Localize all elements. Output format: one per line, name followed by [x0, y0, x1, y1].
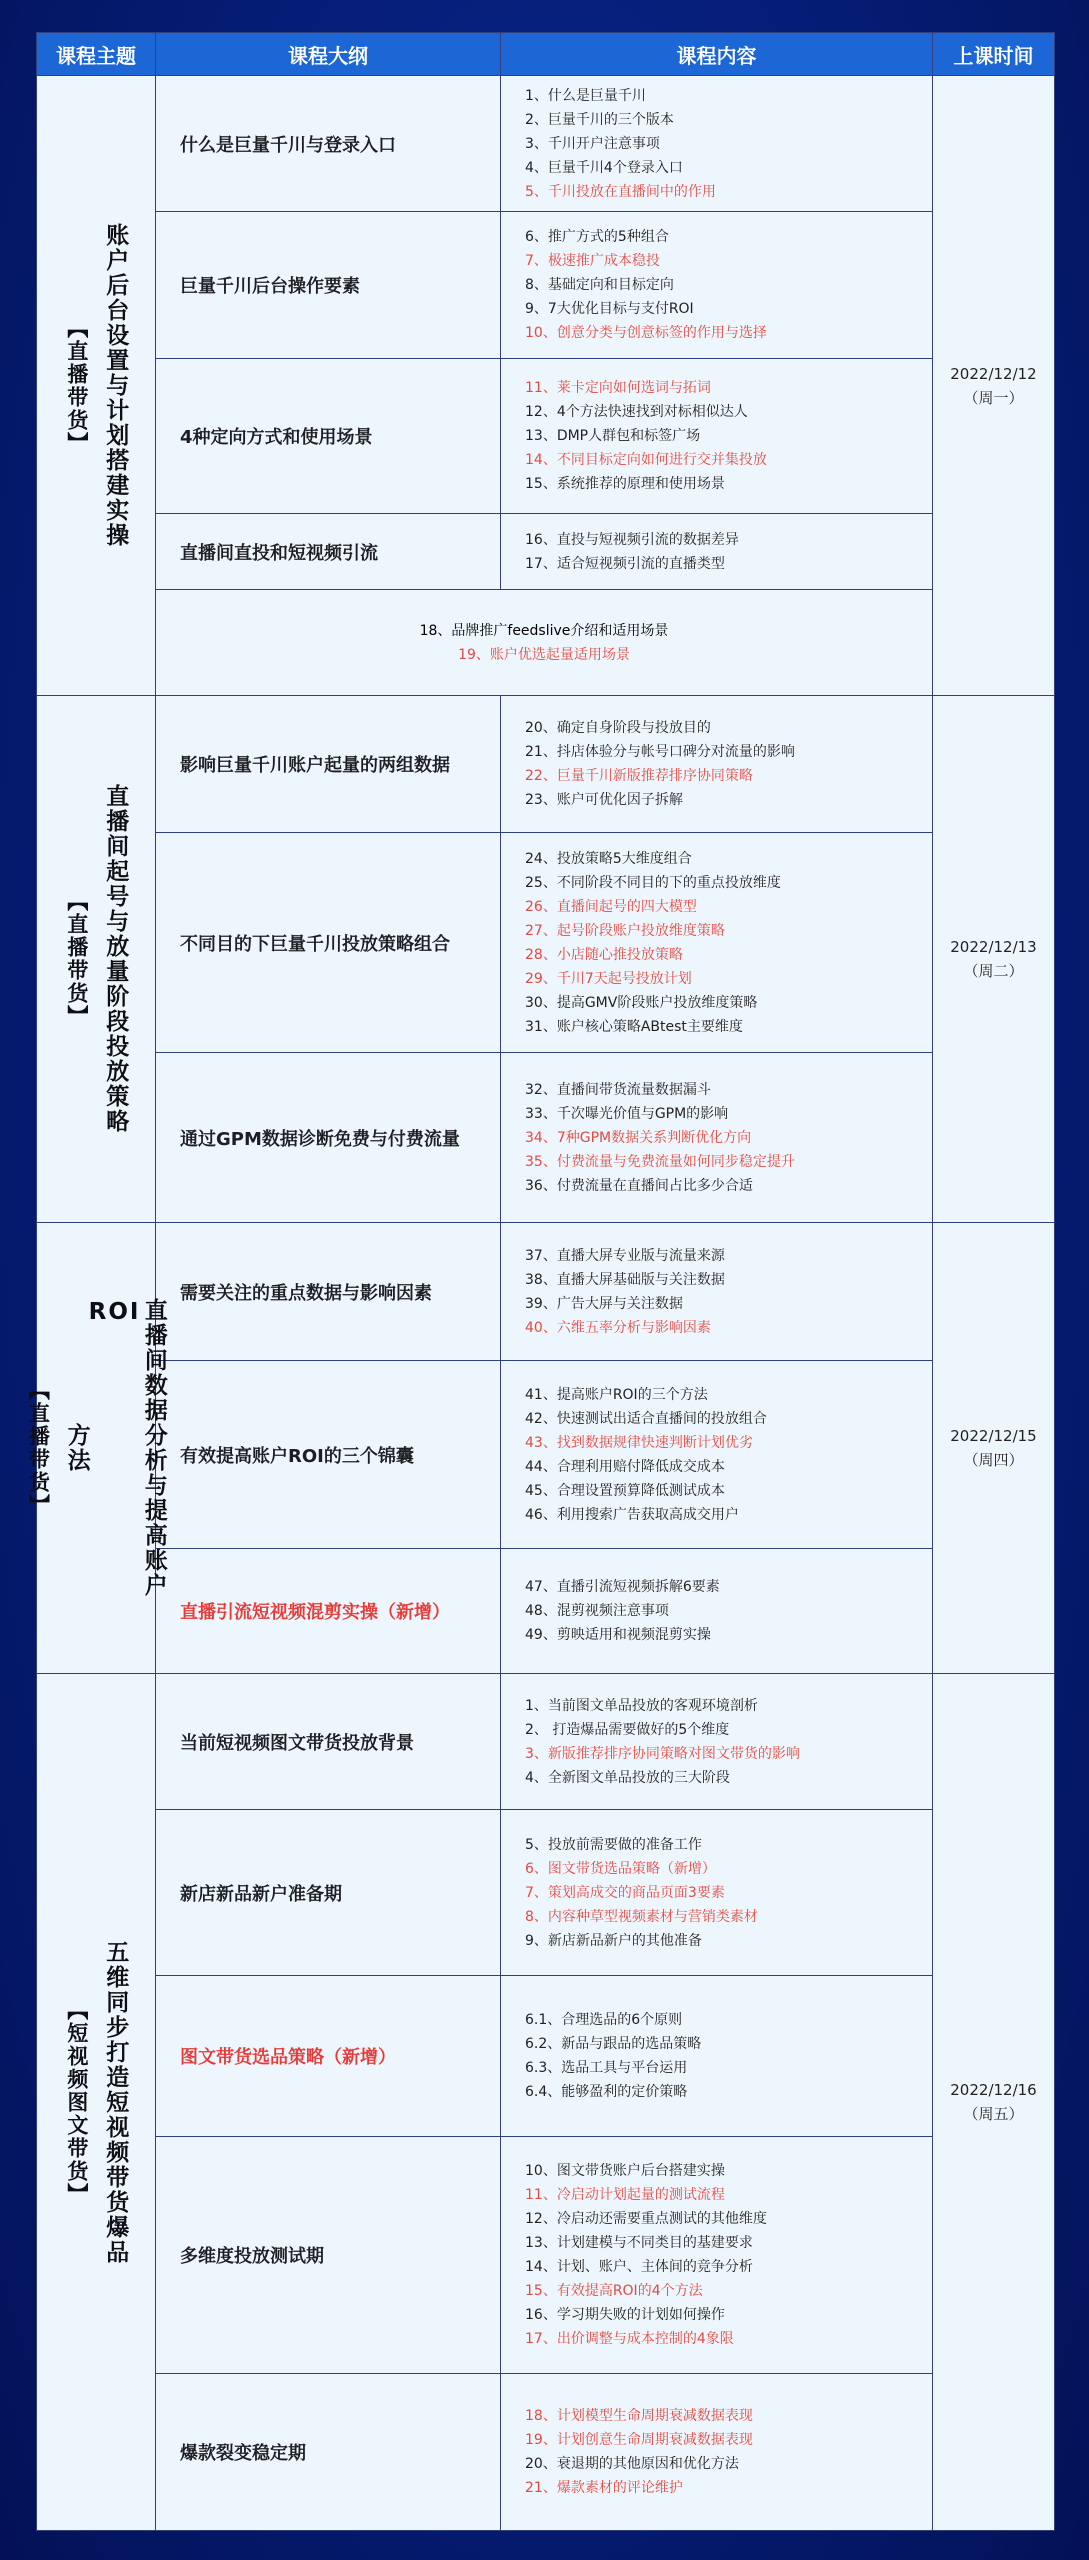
section-theme-cell: [26, 1223, 167, 1674]
section-theme-title: [102, 223, 127, 548]
section-theme-group: [37, 223, 155, 548]
section-tag: 【直播带货】: [64, 316, 89, 455]
content-item: 22、巨量千川新版推荐排序协同策略: [525, 768, 753, 784]
section-theme-text: 账户后台设置与计划搭建实操: [102, 223, 129, 548]
outline-cell: 什么是巨量千川与登录入口: [156, 76, 501, 212]
content-item: 11、冷启动计划起量的测试流程: [525, 2187, 725, 2203]
content-item: 14、不同目标定向如何进行交并集投放: [525, 452, 767, 468]
section-theme-text: 直播间数据分析与提高账户: [140, 1298, 167, 1598]
content-item: 5、投放前需要做的准备工作: [525, 1836, 702, 1853]
content-item: 20、确定自身阶段与投放目的: [525, 720, 711, 736]
header-row: [37, 33, 1055, 76]
content-cell: [501, 212, 933, 359]
course-row: [37, 359, 1055, 514]
content-item: 9、新店新品新户的其他准备: [525, 1932, 702, 1949]
section-theme-text: 五维同步打造短视频带货爆品: [102, 1939, 129, 2265]
content-cell: [501, 1223, 933, 1361]
outline-cell: 4种定向方式和使用场景: [156, 359, 501, 514]
course-row: [37, 1810, 1055, 1976]
content-cell: [501, 2374, 933, 2531]
content-item: 21、抖店体验分与帐号口碑分对流量的影响: [525, 744, 795, 760]
content-item: 44、合理利用赔付降低成交成本: [525, 1458, 725, 1475]
course-row: [37, 514, 1055, 590]
content-item: 29、千川7天起号投放计划: [525, 970, 692, 987]
content-item: 18、计划模型生命周期衰减数据表现: [525, 2408, 753, 2424]
content-item: 12、4个方法快速找到对标相似达人: [525, 404, 748, 420]
content-item: 6.1、合理选品的6个原则: [525, 2012, 683, 2028]
section-theme-group: [37, 1940, 155, 2265]
content-item: 26、直播间起号的四大模型: [525, 898, 697, 915]
outline-cell: 直播间直投和短视频引流: [156, 514, 501, 590]
outline-cell: 需要关注的重点数据与影响因素: [156, 1223, 501, 1361]
course-row: [37, 1976, 1055, 2137]
course-row: [37, 833, 1055, 1053]
section-theme-group: [26, 1298, 167, 1598]
class-weekday: （周二）: [963, 962, 1024, 980]
content-item: 27、起号阶段账户投放维度策略: [525, 922, 725, 939]
outline-cell: 直播引流短视频混剪实操（新增）: [156, 1549, 501, 1674]
content-cell: [501, 2137, 933, 2374]
content-item: 46、利用搜索广告获取高成交用户: [525, 1506, 739, 1523]
content-item: 13、计划建模与不同类目的基建要求: [525, 2235, 753, 2251]
content-item: 37、直播大屏专业版与流量来源: [525, 1247, 725, 1264]
outline-cell: 巨量千川后台操作要素: [156, 212, 501, 359]
course-row: [37, 1674, 1055, 1810]
content-item: 19、账户优选起量适用场景: [458, 646, 630, 663]
class-time-cell: [933, 76, 1055, 696]
outline-cell: 有效提高账户ROI的三个锦囊: [156, 1361, 501, 1549]
content-cell: [501, 1361, 933, 1549]
course-row: [37, 2374, 1055, 2531]
content-cell: [501, 1976, 933, 2137]
section-theme-text: 直播间起号与放量阶段投放策略: [102, 784, 129, 1134]
content-item: 41、提高账户ROI的三个方法: [525, 1386, 708, 1403]
content-item: 18、品牌推广feedslive介绍和适用场景: [419, 622, 669, 639]
content-item: 10、图文带货账户后台搭建实操: [525, 2163, 725, 2179]
content-item: 17、出价调整与成本控制的4象限: [525, 2331, 734, 2347]
content-item: 8、内容种草型视频素材与营销类素材: [525, 1908, 758, 1925]
outline-cell: 新店新品新户准备期: [156, 1810, 501, 1976]
content-item: 9、7大优化目标与支付ROI: [525, 301, 694, 317]
class-time-cell: [933, 1674, 1055, 2531]
section-theme-group: [37, 784, 155, 1134]
content-item: 32、直播间带货流量数据漏斗: [525, 1081, 711, 1098]
course-row: [37, 76, 1055, 212]
course-row: [37, 212, 1055, 359]
section-theme-latin: ROI: [88, 1299, 141, 1325]
content-cell: [501, 696, 933, 833]
course-row: [37, 1223, 1055, 1361]
outline-cell: 爆款裂变稳定期: [156, 2374, 501, 2531]
content-item: 7、极速推广成本稳投: [525, 253, 660, 269]
content-item: 3、新版推荐排序协同策略对图文带货的影响: [525, 1745, 800, 1762]
section-tag: 【直播带货】: [64, 890, 89, 1028]
content-item: 1、什么是巨量千川: [525, 87, 646, 104]
section-tag: 【直播带货】: [26, 1379, 51, 1517]
class-time-cell: [933, 1223, 1055, 1674]
header-theme: 课程主题: [37, 33, 156, 76]
class-weekday: （周四）: [963, 1451, 1024, 1469]
content-item: 20、衰退期的其他原因和优化方法: [525, 2456, 739, 2472]
content-cell: [501, 514, 933, 590]
content-item: 2、 打造爆品需要做好的5个维度: [525, 1721, 730, 1738]
outline-cell: 图文带货选品策略（新增）: [156, 1976, 501, 2137]
content-item: 21、爆款素材的评论维护: [525, 2480, 683, 2496]
content-item: 8、基础定向和目标定向: [525, 277, 674, 293]
content-item: 16、学习期失败的计划如何操作: [525, 2307, 725, 2323]
content-cell: [501, 1810, 933, 1976]
class-weekday: （周五）: [963, 2105, 1024, 2123]
class-date: 2022/12/15: [950, 1427, 1037, 1445]
outline-cell: 不同目的下巨量千川投放策略组合: [156, 833, 501, 1053]
content-item: 23、账户可优化因子拆解: [525, 792, 683, 808]
class-date: 2022/12/12: [950, 364, 1037, 383]
content-item: 36、付费流量在直播间占比多少合适: [525, 1177, 753, 1194]
content-item: 48、混剪视频注意事项: [525, 1603, 669, 1619]
class-date: 2022/12/13: [950, 938, 1037, 956]
outline-cell: 影响巨量千川账户起量的两组数据: [156, 696, 501, 833]
content-item: 13、DMP人群包和标签广场: [525, 428, 701, 444]
content-item: 10、创意分类与创意标签的作用与选择: [525, 325, 767, 341]
content-item: 4、全新图文单品投放的三大阶段: [525, 1769, 730, 1786]
content-item: 6、推广方式的5种组合: [525, 229, 669, 245]
class-date: 2022/12/16: [950, 2081, 1037, 2099]
content-item: 1、当前图文单品投放的客观环境剖析: [525, 1697, 758, 1714]
content-cell: [501, 76, 933, 212]
outline-cell: 通过GPM数据诊断免费与付费流量: [156, 1053, 501, 1223]
course-row: [37, 696, 1055, 833]
content-item: 16、直投与短视频引流的数据差异: [525, 531, 739, 548]
header-outline: 课程大纲: [156, 33, 501, 76]
header-time: 上课时间: [933, 33, 1055, 76]
content-item: 17、适合短视频引流的直播类型: [525, 555, 725, 572]
content-item: 6、图文带货选品策略（新增）: [525, 1860, 716, 1877]
content-item: 15、系统推荐的原理和使用场景: [525, 476, 725, 492]
content-cell: [501, 1549, 933, 1674]
content-item: 24、投放策略5大维度组合: [525, 850, 692, 867]
course-row: [37, 2137, 1055, 2374]
course-schedule-table: [26, 32, 1055, 2531]
content-item: 14、计划、账户、主体间的竞争分析: [525, 2259, 753, 2275]
section-theme-title: [102, 1940, 127, 2265]
course-row: [37, 1361, 1055, 1549]
content-item: 40、六维五率分析与影响因素: [525, 1319, 711, 1336]
content-item: 12、冷启动还需要重点测试的其他维度: [525, 2211, 767, 2227]
class-weekday: （周一）: [963, 388, 1024, 407]
content-item: 4、巨量千川4个登录入口: [525, 159, 683, 176]
section-theme-cell: [37, 76, 156, 696]
content-item: 42、快速测试出适合直播间的投放组合: [525, 1410, 767, 1427]
content-item: 38、直播大屏基础版与关注数据: [525, 1271, 725, 1288]
content-item: 30、提高GMV阶段账户投放维度策略: [525, 994, 758, 1011]
content-item: 45、合理设置预算降低测试成本: [525, 1482, 725, 1499]
header-content: 课程内容: [501, 33, 933, 76]
content-item: 49、剪映适用和视频混剪实操: [525, 1627, 711, 1643]
course-row: [37, 1053, 1055, 1223]
content-item: 11、莱卡定向如何选词与拓词: [525, 380, 711, 396]
content-item: 47、直播引流短视频拆解6要素: [525, 1579, 720, 1595]
section-theme-title: [63, 1298, 165, 1598]
content-item: 6.4、能够盈利的定价策略: [525, 2084, 688, 2100]
section-theme-cell: [37, 696, 156, 1223]
content-item: 28、小店随心推投放策略: [525, 946, 683, 963]
content-item: 25、不同阶段不同目的下的重点投放维度: [525, 874, 781, 891]
section-theme-cell: [37, 1674, 156, 2531]
course-row: [37, 1549, 1055, 1674]
content-item: 31、账户核心策略ABtest主要维度: [525, 1018, 743, 1035]
section-theme-tail: 方法: [63, 1423, 90, 1473]
class-time-cell: [933, 696, 1055, 1223]
content-cell: [501, 359, 933, 514]
content-item: 39、广告大屏与关注数据: [525, 1295, 683, 1312]
content-item: 15、有效提高ROI的4个方法: [525, 2283, 703, 2299]
content-item: 2、巨量千川的三个版本: [525, 111, 674, 128]
content-item: 3、千川开户注意事项: [525, 135, 660, 152]
content-item: 7、策划高成交的商品页面3要素: [525, 1884, 725, 1901]
course-row-wide: [37, 590, 1055, 696]
content-item: 43、找到数据规律快速判断计划优劣: [525, 1434, 753, 1451]
content-cell: [501, 833, 933, 1053]
content-item: 6.3、选品工具与平台运用: [525, 2060, 688, 2076]
content-item: 34、7种GPM数据关系判断优化方向: [525, 1129, 752, 1146]
section-tag: 【短视频图文带货】: [64, 1998, 89, 2206]
content-cell: [501, 1053, 933, 1223]
content-item: 33、千次曝光价值与GPM的影响: [525, 1105, 729, 1122]
content-item: 19、计划创意生命周期衰减数据表现: [525, 2432, 753, 2448]
section-theme-title: [102, 784, 127, 1134]
outline-cell: 当前短视频图文带货投放背景: [156, 1674, 501, 1810]
outline-cell: 多维度投放测试期: [156, 2137, 501, 2374]
wide-content-cell: [156, 590, 933, 696]
content-item: 35、付费流量与免费流量如何同步稳定提升: [525, 1153, 795, 1170]
content-cell: [501, 1674, 933, 1810]
content-item: 6.2、新品与跟品的选品策略: [525, 2036, 702, 2052]
content-item: 5、千川投放在直播间中的作用: [525, 183, 716, 200]
